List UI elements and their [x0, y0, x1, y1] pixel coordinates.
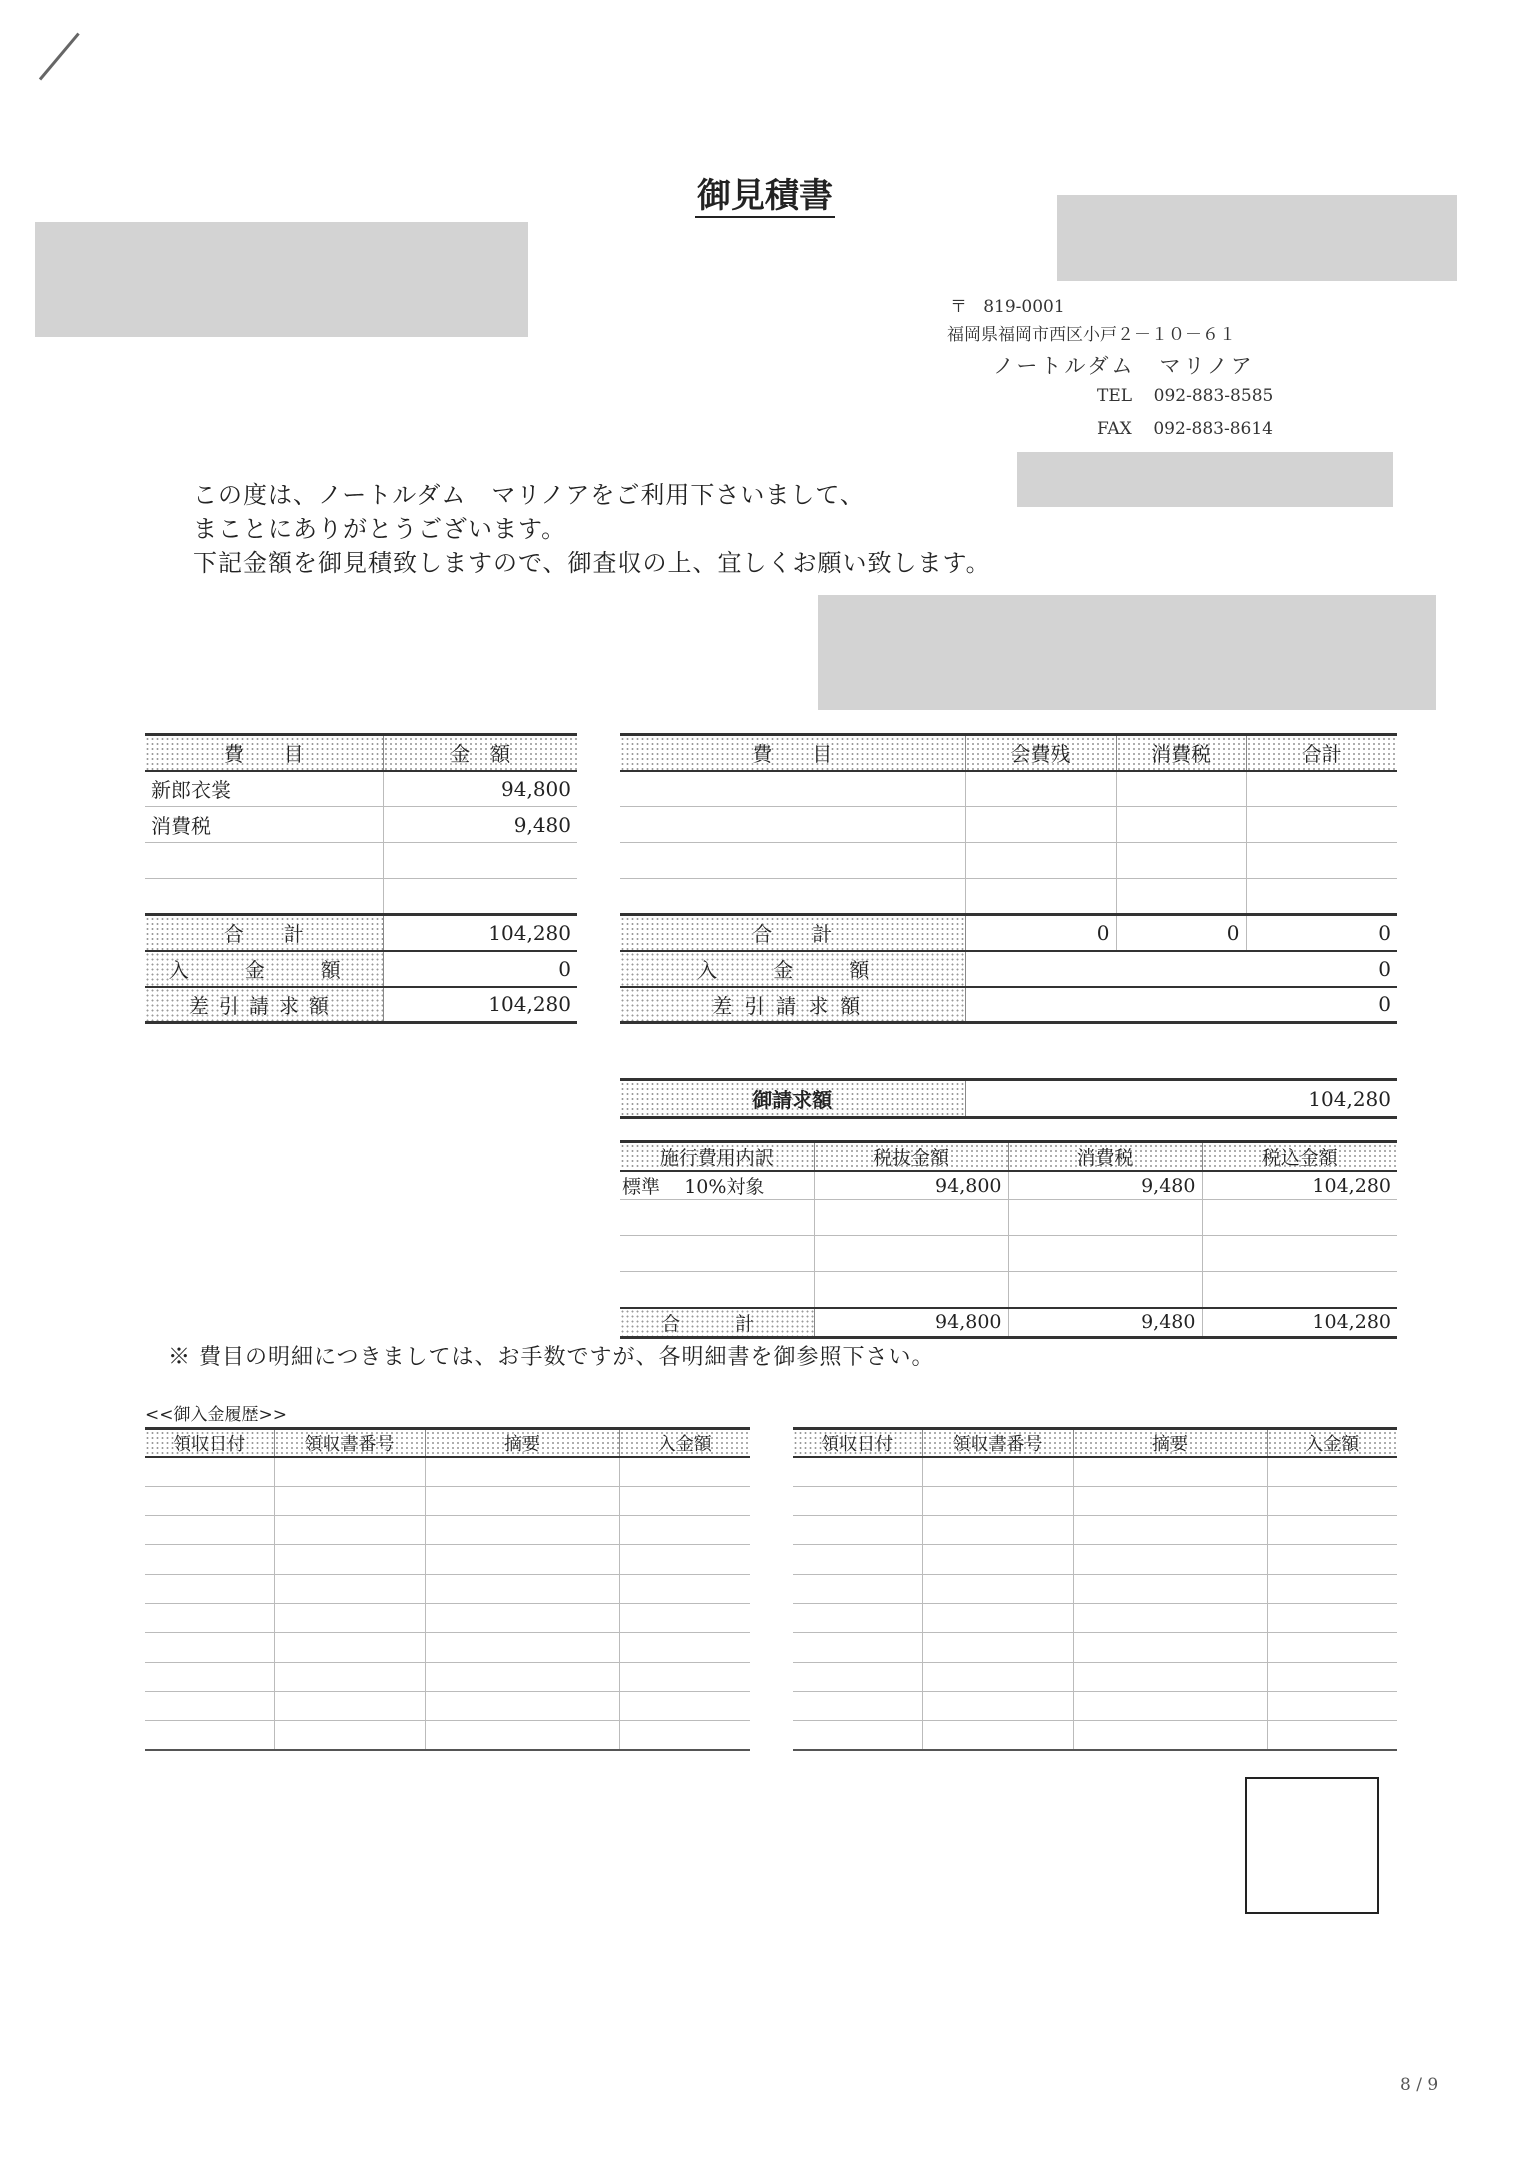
table-cell [922, 1574, 1073, 1603]
table-cell [793, 1545, 922, 1574]
table-cell [1267, 1516, 1397, 1545]
table-cell [425, 1691, 619, 1720]
table-cell [922, 1457, 1073, 1486]
table-cell [274, 1486, 425, 1515]
row-amount: 9,480 [383, 807, 577, 843]
balance-label: 差引請求額 [620, 987, 965, 1023]
sender-name: ノートルダム マリノア [993, 354, 1255, 378]
table-cell [1267, 1662, 1397, 1691]
table-row [793, 1603, 1397, 1632]
table-row [145, 1574, 750, 1603]
table-cell [1267, 1721, 1397, 1750]
table-cell [145, 1457, 274, 1486]
table-cell [793, 1457, 922, 1486]
table-row [145, 1457, 750, 1486]
row-gross: 104,280 [1202, 1171, 1397, 1200]
table-row [145, 879, 577, 915]
header-tax: 消費税 [1116, 735, 1246, 771]
table-cell [1073, 1603, 1267, 1632]
table-cell [425, 1486, 619, 1515]
table-cell [425, 1574, 619, 1603]
table-cell [425, 1516, 619, 1545]
table-cell [274, 1721, 425, 1750]
table-row [145, 1486, 750, 1515]
table-cell [145, 1691, 274, 1720]
header-gross: 税込金額 [1202, 1142, 1397, 1172]
breakdown-table [620, 1140, 1397, 1339]
table-cell [425, 1545, 619, 1574]
table-cell [922, 1633, 1073, 1662]
table-cell [1073, 1516, 1267, 1545]
total-value: 104,280 [488, 920, 571, 945]
total-tax: 0 [1116, 915, 1246, 951]
table-cell [1267, 1545, 1397, 1574]
table-row [620, 879, 1397, 915]
table-cell [1073, 1574, 1267, 1603]
row-net: 94,800 [814, 1171, 1008, 1200]
redacted-staff [1017, 452, 1393, 507]
header-receipt-number: 領収書番号 [922, 1429, 1073, 1458]
deposit-label: 入 金 額 [620, 951, 965, 987]
table-row [145, 807, 577, 843]
row-amount: 94,800 [383, 771, 577, 807]
table-row [793, 1691, 1397, 1720]
table-cell [793, 1721, 922, 1750]
sender-address: 福岡県福岡市西区小戸２－１０－６１ [947, 325, 1236, 345]
table-row [145, 771, 577, 807]
header-receipt-date: 領収日付 [793, 1429, 922, 1458]
table-cell [793, 1603, 922, 1632]
deposit-value: 0 [558, 956, 571, 981]
table-cell [145, 1662, 274, 1691]
table-cell [425, 1721, 619, 1750]
table-cell [1267, 1486, 1397, 1515]
table-cell [619, 1721, 750, 1750]
header-receipt-date: 領収日付 [145, 1429, 274, 1458]
table-cell [274, 1516, 425, 1545]
table-cell [619, 1486, 750, 1515]
table-row [793, 1457, 1397, 1486]
left-cost-table [145, 733, 577, 1024]
sender-tel: TEL 092-883-8585 [1097, 386, 1274, 406]
table-row [620, 1171, 1397, 1200]
table-row [145, 1516, 750, 1545]
table-row [620, 843, 1397, 879]
header-net: 税抜金額 [814, 1142, 1008, 1172]
balance-value: 0 [1378, 992, 1391, 1017]
table-cell [145, 1574, 274, 1603]
table-cell [619, 1691, 750, 1720]
header-description: 摘要 [1073, 1429, 1267, 1458]
table-cell [619, 1545, 750, 1574]
table-cell [1073, 1457, 1267, 1486]
header-kaihi: 会費残 [965, 735, 1116, 771]
table-row [620, 771, 1397, 807]
table-cell [922, 1603, 1073, 1632]
total-label: 合 計 [620, 915, 965, 951]
payment-history-table-left [145, 1427, 750, 1751]
table-cell [619, 1516, 750, 1545]
breakdown-total-label: 合 計 [620, 1308, 814, 1338]
table-cell [793, 1691, 922, 1720]
table-cell [425, 1603, 619, 1632]
table-row [145, 1633, 750, 1662]
header-item: 費 目 [620, 735, 965, 771]
table-cell [922, 1486, 1073, 1515]
total-kaihi: 0 [965, 915, 1116, 951]
pen-mark [39, 33, 80, 81]
table-cell [145, 1486, 274, 1515]
total-sum: 0 [1378, 920, 1391, 945]
table-row [793, 1574, 1397, 1603]
table-cell [425, 1457, 619, 1486]
table-row [145, 1662, 750, 1691]
header-amount: 金 額 [383, 735, 577, 771]
table-cell [619, 1574, 750, 1603]
table-cell [145, 1516, 274, 1545]
sender-fax: FAX 092-883-8614 [1097, 419, 1273, 439]
invoice-label: 御請求額 [620, 1080, 965, 1118]
table-row [145, 843, 577, 879]
balance-value: 104,280 [488, 992, 571, 1017]
table-cell [1073, 1486, 1267, 1515]
table-cell [793, 1662, 922, 1691]
table-cell [1267, 1633, 1397, 1662]
table-cell [619, 1662, 750, 1691]
breakdown-total-net: 94,800 [814, 1308, 1008, 1338]
table-row [145, 1603, 750, 1632]
invoice-amount: 104,280 [1308, 1086, 1391, 1111]
table-cell [1073, 1721, 1267, 1750]
redacted-date [1057, 195, 1457, 281]
table-cell [1267, 1603, 1397, 1632]
table-row [620, 1200, 1397, 1236]
payment-history-label: <<御入金履歴>> [145, 1405, 287, 1425]
table-cell [619, 1633, 750, 1662]
table-row [620, 807, 1397, 843]
table-cell [793, 1516, 922, 1545]
deposit-value: 0 [1378, 956, 1391, 981]
redacted-event-info [818, 595, 1436, 710]
table-row [793, 1662, 1397, 1691]
table-cell [1073, 1545, 1267, 1574]
table-cell [145, 1633, 274, 1662]
reference-note: ※ 費目の明細につきましては、お手数ですが、各明細書を御参照下さい。 [168, 1345, 935, 1370]
payment-history-table-right [793, 1427, 1397, 1751]
document-title: 御見積書 [697, 176, 833, 216]
table-cell [425, 1633, 619, 1662]
table-row [793, 1721, 1397, 1750]
table-cell [922, 1691, 1073, 1720]
table-cell [793, 1633, 922, 1662]
table-cell [922, 1545, 1073, 1574]
table-cell [619, 1603, 750, 1632]
row-item: 消費税 [145, 807, 383, 843]
table-cell [1073, 1691, 1267, 1720]
header-item: 費 目 [145, 735, 383, 771]
table-row [145, 1691, 750, 1720]
table-row [793, 1516, 1397, 1545]
table-cell [274, 1574, 425, 1603]
table-cell [145, 1721, 274, 1750]
breakdown-total-gross: 104,280 [1312, 1311, 1391, 1333]
table-row [793, 1545, 1397, 1574]
message-line-1: この度は、ノートルダム マリノアをご利用下さいまして、 [193, 481, 865, 509]
table-cell [425, 1662, 619, 1691]
postal-code: 〒 819-0001 [950, 297, 1065, 317]
invoice-table [620, 1078, 1397, 1119]
redacted-recipient [35, 222, 528, 337]
table-cell [619, 1457, 750, 1486]
table-cell [274, 1603, 425, 1632]
stamp-box [1245, 1777, 1379, 1914]
table-cell [922, 1662, 1073, 1691]
row-item: 新郎衣裳 [145, 771, 383, 807]
table-row [145, 1545, 750, 1574]
table-cell [274, 1662, 425, 1691]
table-row [793, 1486, 1397, 1515]
header-tax: 消費税 [1008, 1142, 1202, 1172]
right-cost-table [620, 733, 1397, 1024]
table-cell [922, 1516, 1073, 1545]
table-cell [793, 1574, 922, 1603]
table-cell [1267, 1574, 1397, 1603]
table-cell [145, 1603, 274, 1632]
table-row [145, 1721, 750, 1750]
deposit-label: 入 金 額 [145, 951, 383, 987]
table-cell [274, 1457, 425, 1486]
table-row [620, 1272, 1397, 1308]
table-cell [274, 1545, 425, 1574]
total-label: 合 計 [145, 915, 383, 951]
row-category: 標準 10%対象 [620, 1171, 814, 1200]
header-payment-amount: 入金額 [619, 1429, 750, 1458]
balance-label: 差引請求額 [145, 987, 383, 1023]
header-payment-amount: 入金額 [1267, 1429, 1397, 1458]
table-cell [793, 1486, 922, 1515]
table-cell [1267, 1457, 1397, 1486]
message-line-2: まことにありがとうございます。 [193, 515, 567, 543]
table-row [620, 1236, 1397, 1272]
table-cell [1073, 1662, 1267, 1691]
page-number: 8 / 9 [1400, 2075, 1439, 2095]
table-cell [922, 1721, 1073, 1750]
table-row [793, 1633, 1397, 1662]
table-cell [145, 1545, 274, 1574]
header-description: 摘要 [425, 1429, 619, 1458]
table-cell [274, 1691, 425, 1720]
row-tax: 9,480 [1008, 1171, 1202, 1200]
breakdown-total-tax: 9,480 [1008, 1308, 1202, 1338]
greeting-message [193, 478, 991, 580]
header-breakdown: 施行費用内訳 [620, 1142, 814, 1172]
table-cell [1267, 1691, 1397, 1720]
header-receipt-number: 領収書番号 [274, 1429, 425, 1458]
message-line-3: 下記金額を御見積致しますので、御査収の上、宜しくお願い致します。 [193, 549, 991, 577]
table-cell [274, 1633, 425, 1662]
header-sum: 合計 [1246, 735, 1397, 771]
table-cell [1073, 1633, 1267, 1662]
